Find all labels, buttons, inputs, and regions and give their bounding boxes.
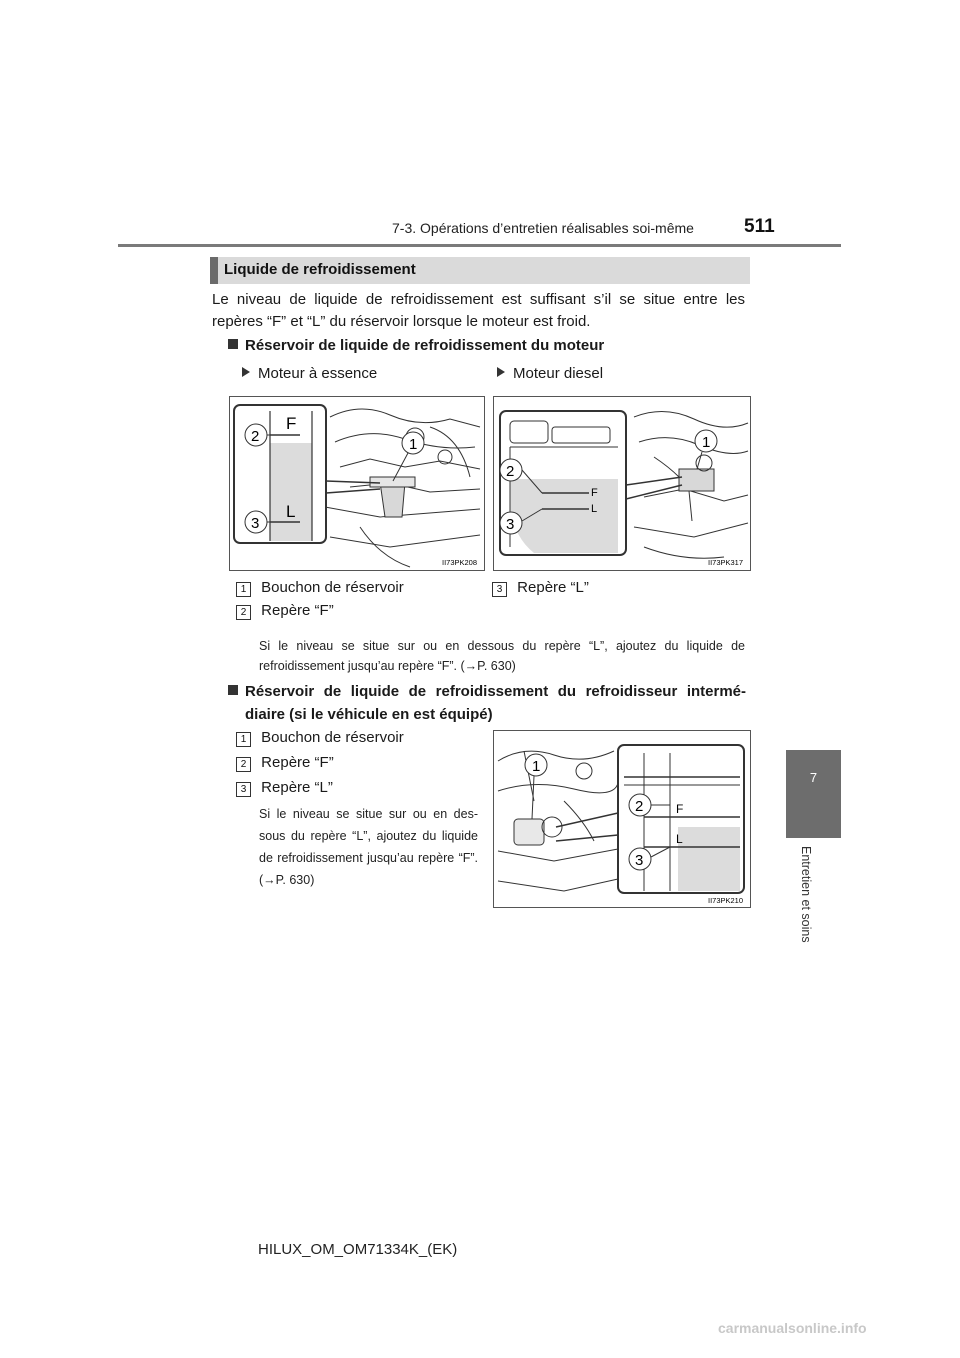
- callout-badge: 2: [236, 757, 251, 772]
- section-header: 7-3. Opérations d’entretien réalisables soi-même: [392, 220, 694, 236]
- legend-item-1: [236, 579, 404, 597]
- figure-diesel-code: II73PK317: [708, 558, 744, 567]
- option-gasoline-label: Moteur à essence: [258, 365, 378, 382]
- legend-label: Bouchon de réservoir: [261, 729, 404, 746]
- chapter-tab[interactable]: [786, 750, 841, 838]
- page-number: 511: [744, 216, 775, 237]
- section-title: Liquide de refroidissement: [224, 261, 416, 278]
- figure-diesel-f-mark: F: [591, 487, 598, 499]
- figure-gasoline-f-mark: F: [286, 414, 297, 433]
- watermark: carmanualsonline.info: [718, 1320, 867, 1336]
- intercooler-heading: [228, 680, 746, 726]
- option-diesel: [497, 365, 603, 382]
- intro-paragraph: Le niveau de liquide de refroidissement est suffisant s’il se situe entre les repères “F” et “L” du réservoir lorsque le moteur est froid.: [212, 291, 745, 330]
- figure-gasoline-callout-1: 1: [409, 436, 418, 453]
- intercooler-heading-line1: Réservoir de liquide de refroidissement du refroidisseur intermé-: [245, 683, 746, 700]
- figure-gasoline-code: II73PK208: [442, 558, 478, 567]
- footer-code: HILUX_OM_OM71334K_(EK): [258, 1241, 458, 1258]
- engine-heading: [228, 334, 604, 357]
- intercooler-legend-item-3: [236, 779, 333, 797]
- figure-gasoline-drawing: [230, 397, 484, 570]
- chapter-label-wrap: [799, 846, 817, 986]
- square-bullet-icon: [228, 339, 238, 349]
- legend-item-3: [492, 579, 589, 597]
- option-gasoline: [242, 365, 377, 382]
- figure-gasoline-reservoir: [229, 396, 485, 571]
- callout-badge: 1: [236, 732, 251, 747]
- figure-diesel-callout-3: 3: [506, 516, 515, 533]
- triangle-bullet-icon: [497, 367, 505, 377]
- figure-diesel-drawing: [494, 397, 750, 570]
- figure-intercooler-callout-2: 2: [635, 798, 644, 815]
- figure-gasoline-l-mark: L: [286, 502, 296, 521]
- figure-intercooler-code: II73PK210: [708, 896, 744, 905]
- figure-intercooler-f-mark: F: [676, 802, 684, 816]
- legend-label: Repère “L”: [261, 779, 333, 796]
- chapter-number: 7: [809, 770, 818, 785]
- figure-intercooler-l-mark: L: [676, 832, 683, 846]
- option-diesel-label: Moteur diesel: [513, 365, 604, 382]
- chapter-label: Entretien et soins: [799, 846, 813, 943]
- callout-badge: 1: [236, 582, 251, 597]
- legend-label: Bouchon de réservoir: [261, 579, 404, 596]
- callout-badge: 2: [236, 605, 251, 620]
- intercooler-heading-line2: diaire (si le véhicule en est équipé): [245, 706, 493, 723]
- section-title-accent: [210, 257, 218, 284]
- figure-gasoline-callout-2: 2: [251, 428, 260, 445]
- header-rule: [118, 244, 841, 247]
- figure-diesel-l-mark: L: [591, 503, 598, 515]
- figure-diesel-callout-1: 1: [702, 434, 711, 451]
- figure-intercooler-callout-1: 1: [532, 758, 541, 775]
- legend-label: Repère “F”: [261, 602, 334, 619]
- callout-badge: 3: [236, 782, 251, 797]
- figure-diesel-reservoir: [493, 396, 751, 571]
- figure-intercooler-drawing: [494, 731, 750, 907]
- legend-label: Repère “L”: [517, 579, 589, 596]
- intercooler-legend-item-1: [236, 729, 404, 747]
- triangle-bullet-icon: [242, 367, 250, 377]
- callout-badge: 3: [492, 582, 507, 597]
- figure-diesel-callout-2: 2: [506, 463, 515, 480]
- figure-gasoline-callout-3: 3: [251, 515, 260, 532]
- square-bullet-icon: [228, 685, 238, 695]
- figure-intercooler-reservoir: [493, 730, 751, 908]
- legend-item-2: [236, 602, 334, 620]
- legend-label: Repère “F”: [261, 754, 334, 771]
- figure-intercooler-callout-3: 3: [635, 852, 644, 869]
- intercooler-legend-item-2: [236, 754, 334, 772]
- intercooler-note: Si le niveau se situe sur ou en des-sous du repère “L”, ajoutez du liquide de refroidissement jusqu’au repère “F”. (→P. 630): [259, 807, 478, 887]
- engine-note: Si le niveau se situe sur ou en dessous du repère “L”, ajoutez du liquide de refroidissement jusqu’au repère “F”. (→P. 630): [259, 639, 745, 673]
- engine-heading-text: Réservoir de liquide de refroidissement du moteur: [245, 337, 605, 354]
